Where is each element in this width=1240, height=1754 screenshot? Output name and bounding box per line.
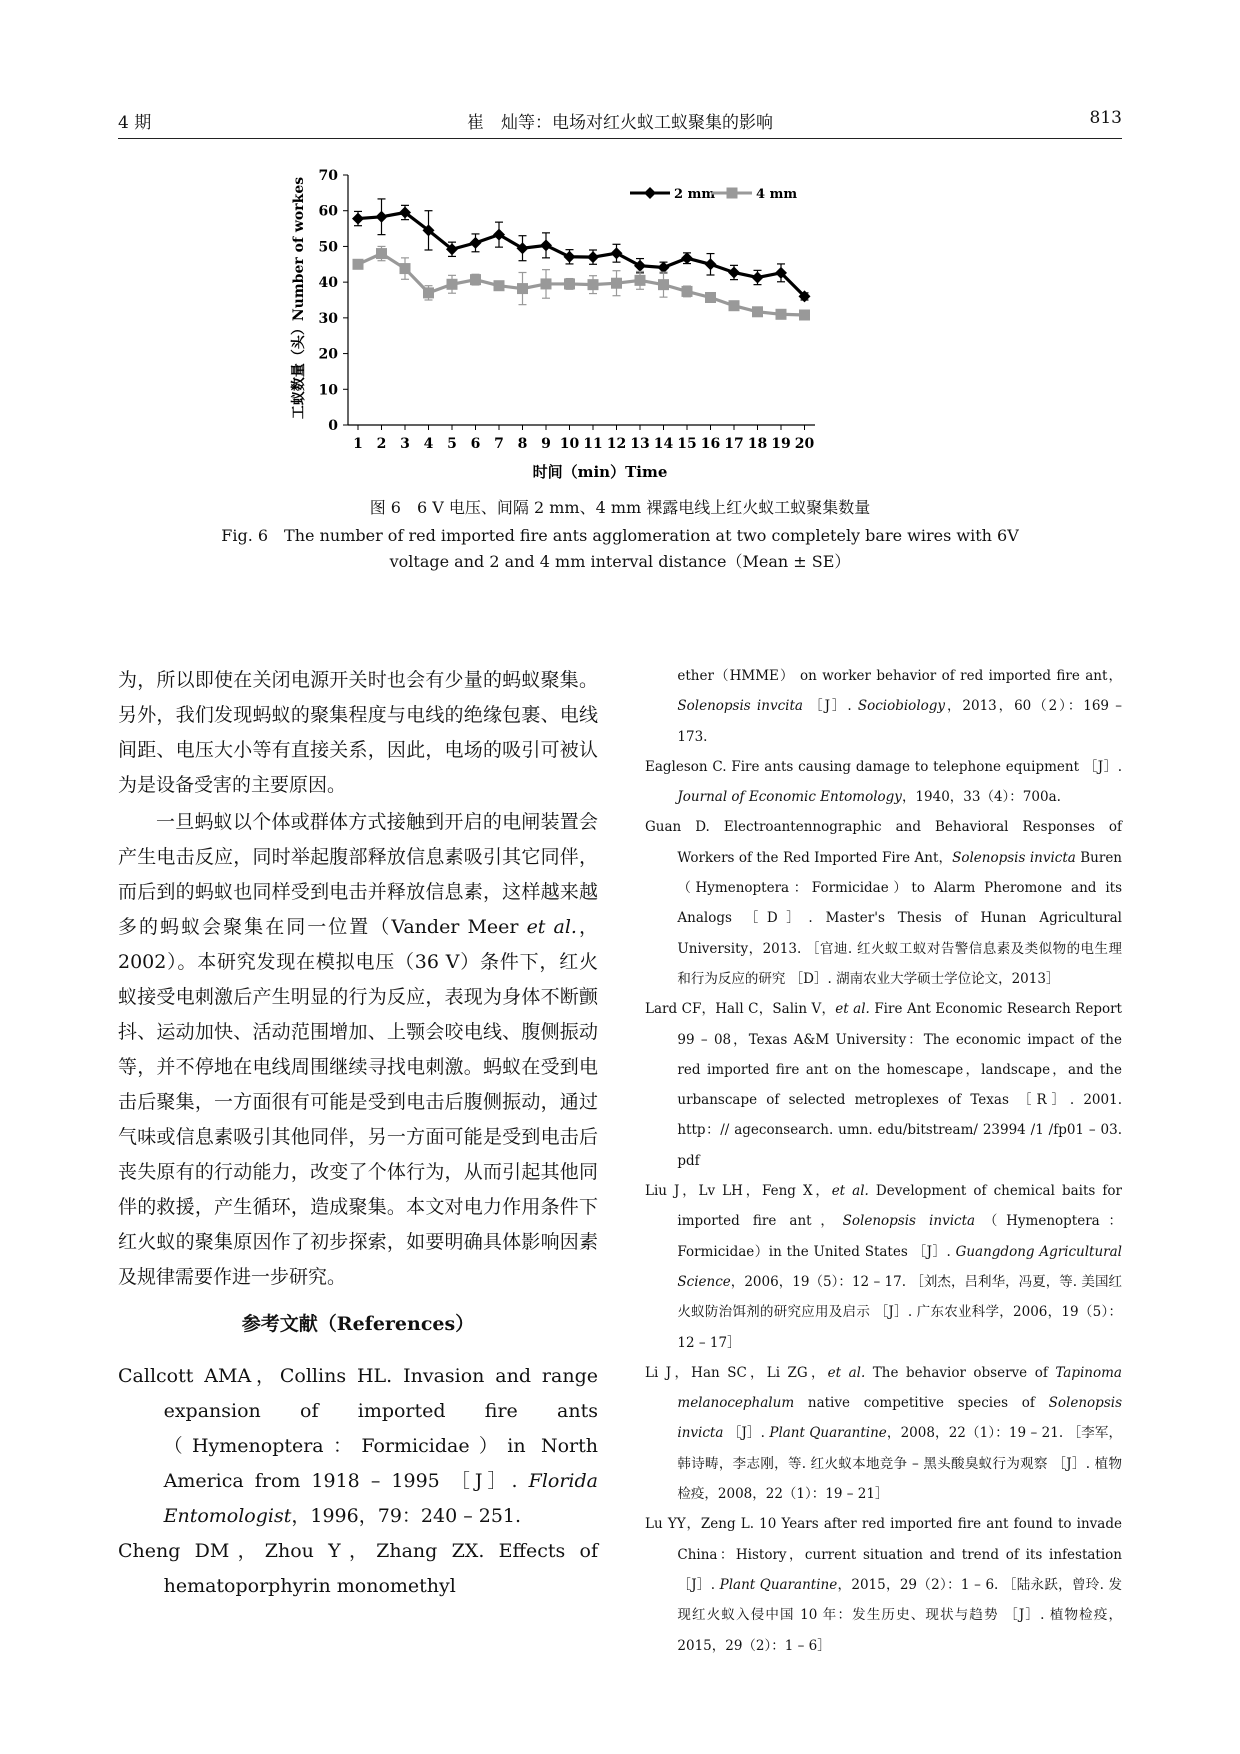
ref7-mid: The behavior observe of [865,1364,1056,1381]
data-point [541,278,552,289]
ref6-species: Solenopsis invicta [842,1213,976,1230]
ref4-text: Guan D. Electroantennographic and Behavioral Responses of Workers of the Red Imported Fire Ant， [645,819,1122,866]
body-paragraph-2 [118,805,598,1295]
x-tick-label: 7 [494,436,504,452]
y-tick-label: 70 [318,168,338,184]
header-rule [118,138,1122,139]
ref6-etal: et al. [831,1183,869,1200]
ref2-type: ［J］. [802,698,858,715]
data-point [564,278,575,289]
para2-etal: et al. [526,916,577,938]
reference-1 [118,1359,598,1534]
data-point [564,251,576,263]
data-point [376,248,387,259]
ref7-type: ［J］. [723,1425,770,1442]
data-point [353,259,364,270]
running-title: 崔 灿等：电场对红火蚁工蚁聚集的影响 [467,113,773,133]
x-tick-label: 19 [771,436,791,452]
x-tick-label: 10 [559,436,580,452]
x-tick-label: 17 [724,436,744,452]
ref5-etal: et al. [835,1001,870,1018]
ref6-tail: ，2006，19（5）：12 – 17. ［刘杰，吕利华，冯夏，等. 美国红火蚁防治饵剂的研究应用及启示 ［J］. 广东农业科学，2006，19（5）：12 – 17］ [677,1273,1122,1351]
right-column [645,661,1122,1661]
ref5-tail: Fire Ant Economic Research Report 99 – 08，Texas A&M University：The economic impact of the red imported fire ant on the homescape，landscape，and the urbanscape of selected metroplexes of Texas ［R］. 2001. http：// ageconsearch. umn. edu/bitstream/ 23994 /1 /fp01 – 03. pdf [677,1001,1122,1169]
ref6-mid2: （Hymenoptera：Formicidae）in the United States ［J］. [677,1213,1123,1260]
ref3-text: Eagleson C. Fire ants causing damage to telephone equipment ［J］. [645,758,1122,775]
ref8-text: Lu YY，Zeng L. 10 Years after red imported fire ant found to invade China：History，current situation and trend of its infestation ［J］. [645,1516,1122,1593]
data-point [447,279,458,290]
x-tick-label: 12 [606,436,627,452]
ref7-tail: ，2008，22（1）：19 – 21. ［李军，韩诗畴，李志刚，等. 红火蚁本地竞争 – 黑头酸臭蚁行为观察 ［J］. 植物检疫，2008，22（1）：19 – 21］ [677,1425,1122,1503]
y-tick-label: 60 [318,203,338,220]
x-tick-label: 13 [630,436,650,452]
ref1-text: Callcott AMA，Collins HL. Invasion and range expansion of imported fire ants（Hymenoptera：Formicidae）in North America from 1918 – 1995 ［J］. [118,1365,598,1492]
data-point [376,211,388,223]
ref2-cont: ether（HMME） on worker behavior of red imported fire ant， [677,668,1122,684]
x-tick-label: 18 [747,436,768,452]
x-tick-label: 14 [653,436,674,452]
data-point [705,258,717,270]
data-point [658,279,669,290]
figure-caption-cn: 图 6 6 V 电压、间隔 2 mm、4 mm 裸露电线上红火蚁工蚁聚集数量 [369,498,871,517]
data-point [705,292,716,303]
x-tick-label: 3 [400,436,410,452]
ref7-text: Li J，Han SC，Li ZG， [645,1364,828,1381]
legend-marker [727,188,738,199]
x-tick-label: 11 [583,436,603,452]
ref4-species: Solenopsis invicta [952,849,1076,866]
ref2-journal: Sociobiology [857,698,946,715]
ref5-text: Lard CF，Hall C，Salin V， [645,1001,836,1018]
data-point [423,287,434,298]
ref2-species: Solenopsis invcita [677,698,803,715]
reference-2-start [118,1534,598,1604]
figure-caption-en-line2: voltage and 2 and 4 mm interval distance（Mean ± SE） [389,552,851,571]
x-tick-label: 2 [376,436,387,452]
y-tick-label: 40 [318,275,338,292]
issue-number: 4 期 [118,113,152,133]
reference-8 [645,1509,1122,1660]
reference-2-continued [645,661,1122,752]
data-point [682,286,693,297]
data-point [776,309,787,320]
data-point [729,300,740,311]
ref7-journal: Plant Quarantine [769,1425,887,1442]
legend-label: 2 mm [674,187,716,202]
reference-3 [645,752,1122,813]
x-tick-label: 16 [700,436,721,452]
y-tick-label: 50 [318,239,338,256]
data-point [470,274,481,285]
y-tick-label: 20 [318,346,338,363]
figure-caption-en-line1: Fig. 6 The number of red imported fire ants agglomeration at two completely bare wires with 6V [221,526,1019,545]
data-point [540,239,552,251]
data-point [588,279,599,290]
ref6-mid: Development of chemical baits for imported fire ant， [677,1183,1122,1230]
x-tick-label: 20 [794,436,815,452]
x-tick-label: 4 [423,436,434,452]
ref3-journal: Journal of Economic Entomology [677,789,902,806]
data-point [587,251,599,263]
x-tick-label: 15 [677,436,697,452]
ref8-journal: Plant Quarantine [719,1576,838,1593]
x-tick-label: 1 [353,436,363,452]
left-column [118,663,598,1604]
data-point [517,283,528,294]
data-point [681,252,693,264]
legend-label: 4 mm [756,187,798,202]
x-axis-label: 时间（min）Time [532,463,668,481]
ref7-etal: et al. [827,1364,866,1381]
data-point [634,260,646,272]
line-chart [291,168,840,485]
page-number: 813 [1089,108,1122,128]
data-point [470,237,482,249]
data-point [352,213,364,225]
ref4-tail: Buren（Hymenoptera：Formicidae）to Alarm Pheromone and its Analogs ［D］. Master's Thesis of Hunan Agricultural University，2013. ［官迪. 红火蚁工蚁对告警信息素及类似物的电生理和行为反应的研究 ［D］. 湖南农业大学硕士学位论文，2013］ [677,849,1123,987]
ref2-tail: ，2013，60（2）：169 – 173. [677,698,1122,745]
reference-5 [645,994,1122,1176]
data-point [752,306,763,317]
ref7-species1: Tapinoma melanocephalum [677,1364,1122,1412]
data-point [494,280,505,291]
ref1-journal: Florida Entomologist [163,1470,598,1527]
x-tick-label: 5 [447,436,457,452]
y-tick-label: 30 [318,310,338,327]
ref6-text: Liu J，Lv LH，Feng X， [645,1183,832,1200]
x-tick-label: 6 [470,436,481,452]
y-axis-label: 工蚁数量（头）Number of workes [291,176,307,420]
ref6-journal: Guangdong Agricultural Science [677,1243,1122,1290]
para2-text-a: 一旦蚂蚁以个体或群体方式接触到开启的电闸装置会产生电击反应，同时举起腹部释放信息素吸引其它同伴，而后到的蚂蚁也同样受到电击并释放信息素，这样越来越多的蚂蚁会聚集在同一位置（Vander Meer [118,811,598,938]
x-tick-label: 9 [541,436,551,452]
data-point [611,247,623,259]
ref3-tail: ，1940，33（4）：700a. [901,789,1061,806]
data-point [728,267,740,279]
references-heading: 参考文献（References） [241,1313,475,1335]
data-point [611,278,622,289]
reference-6 [645,1176,1122,1358]
running-header [118,108,1122,138]
body-paragraph-1: 为，所以即使在关闭电源开关时也会有少量的蚂蚁聚集。另外，我们发现蚂蚁的聚集程度与电线的绝缘包裹、电线间距、电压大小等有直接关系，因此，电场的吸引可被认为是设备受害的主要原因。 [118,669,598,796]
legend-marker [644,187,656,199]
ref7-mid2: native competitive species of [794,1395,1049,1412]
y-tick-label: 0 [328,418,338,434]
data-point [799,310,810,321]
ref1-tail: ，1996，79：240 – 251. [291,1505,522,1527]
ref8-tail: ，2015，29（2）：1 – 6. ［陆永跃，曾玲. 发现红火蚁入侵中国 10 年：发生历史、现状与趋势 ［J］. 植物检疫，2015，29（2）：1 – 6］ [677,1576,1122,1654]
ref7-species2: Solenopsis invicta [677,1395,1122,1442]
data-point [400,263,411,274]
ref2-text: Cheng DM，Zhou Y，Zhang ZX. Effects of hematoporphyrin monomethyl [118,1540,598,1597]
reference-4 [645,812,1122,994]
para2-text-b: ，2002）。本研究发现在模拟电压（36 V）条件下，红火蚁接受电刺激后产生明显的行为反应，表现为身体不断颤抖、运动加快、活动范围增加、上颚会咬电线、腹侧振动等，并不停地在电线周围继续寻找电刺激。蚂蚁在受到电击后聚集，一方面很有可能是受到电击后腹侧振动，通过气味或信息素吸引其他同伴，另一方面可能是受到电击后丧失原有的行动能力，改变了个体行为，从而引起其他同伴的救援，产生循环，造成聚集。本文对电力作用条件下红火蚁的聚集原因作了初步探索，如要明确具体影响因素及规律需要作进一步研究。 [118,916,598,1288]
data-point [752,272,764,284]
x-tick-label: 8 [517,436,528,452]
y-tick-label: 10 [318,382,338,399]
reference-7 [645,1358,1122,1509]
data-point [635,275,646,286]
